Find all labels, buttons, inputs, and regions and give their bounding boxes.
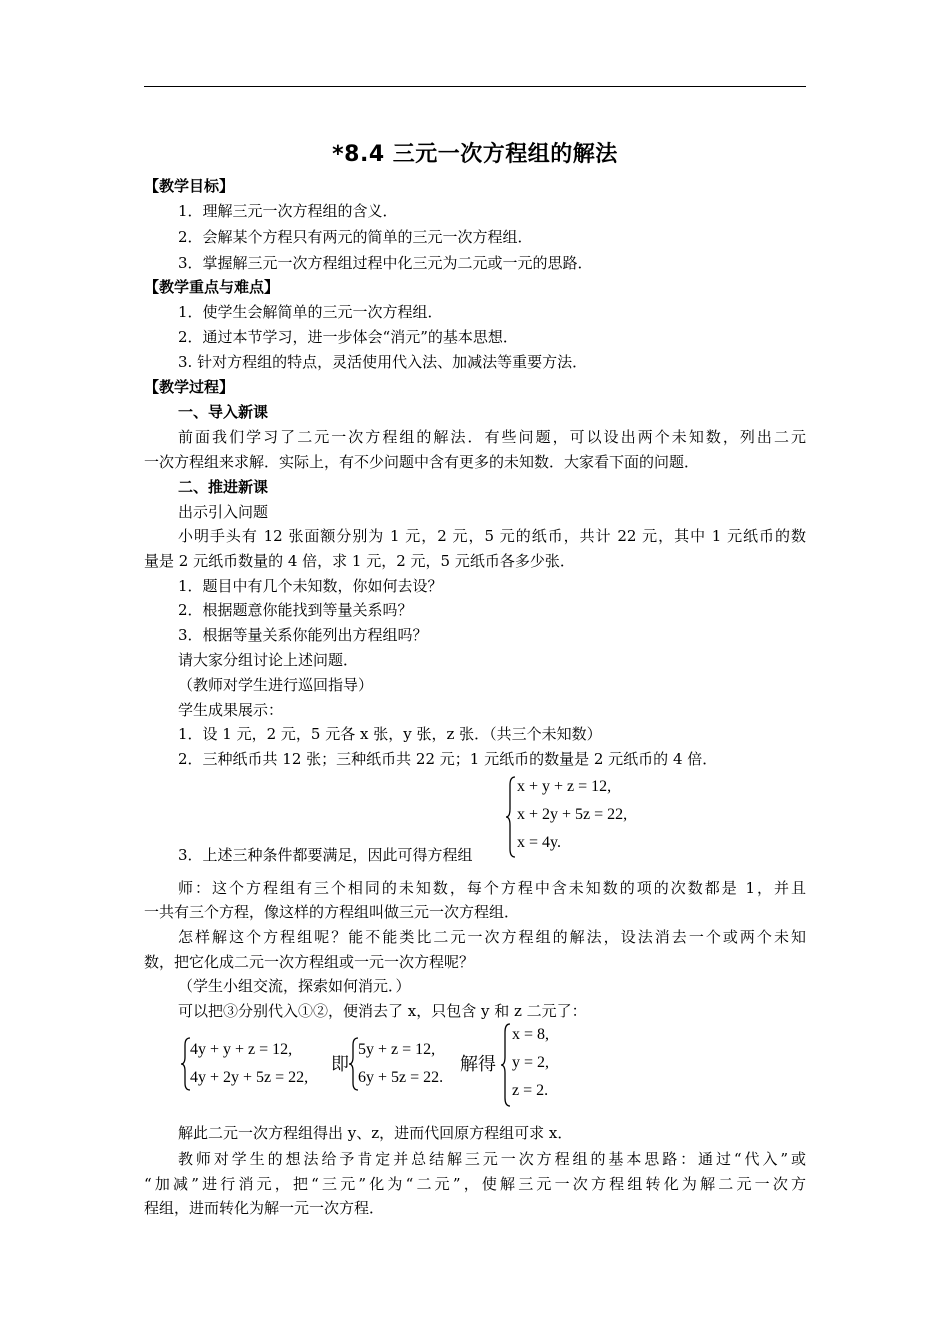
result-1: 1．设 1 元，2 元，5 元各 x 张，y 张，z 张．（共三个未知数）	[178, 725, 602, 743]
question-2: 2．根据题意你能找到等量关系吗？	[178, 601, 413, 619]
substitute-line: 可以把③分别代入①②，便消去了 x，只包含 y 和 z 二元了：	[178, 1002, 587, 1020]
result-label: 学生成果展示：	[178, 701, 284, 719]
system4	[512, 1021, 549, 1105]
system1-eq-3: x = 4y.	[517, 834, 561, 851]
system2-eq-1: 4y + y + z = 12,	[190, 1041, 293, 1058]
summary-line-2: “加减”进行消元，把“三元”化为“二元”，使解三元一次方程组转化为解二元一次方	[144, 1175, 806, 1193]
part2-heading: 二、推进新课	[178, 478, 269, 496]
problem-intro: 出示引入问题	[178, 503, 269, 521]
system2-eq-2: 4y + 2y + 5z = 22,	[190, 1069, 309, 1086]
system1	[517, 773, 627, 857]
how-line-2: 数，把它化成二元一次方程组或一元一次方程呢？	[144, 953, 475, 971]
system1-brace	[505, 775, 517, 859]
solve-line: 解此二元一次方程组得出 y、z，进而代回原方程组可求 x．	[178, 1124, 573, 1142]
jiede-label: 解得	[460, 1054, 496, 1075]
page-title: *8.4 三元一次方程组的解法	[332, 142, 618, 167]
part1-heading: 一、导入新课	[178, 403, 269, 421]
key-item-1: 1．使学生会解简单的三元一次方程组．	[178, 303, 443, 321]
header-rule	[144, 86, 806, 87]
result-3: 3．上述三种条件都要满足，因此可得方程组	[178, 846, 473, 864]
summary-line-3: 程组，进而转化为解一元一次方程．	[144, 1199, 385, 1217]
part1-line-2: 一次方程组来求解．实际上，有不少问题中含有更多的未知数．大家看下面的问题．	[144, 453, 700, 471]
ji-label: 即	[331, 1054, 349, 1075]
system4-eq-1: x = 8,	[512, 1026, 550, 1043]
result-2: 2．三种纸币共 12 张；三种纸币共 22 元；1 元纸币的数量是 2 元纸币的 4 倍．	[178, 750, 718, 768]
system2	[190, 1036, 308, 1092]
goal-item-2: 2．会解某个方程只有两元的简单的三元一次方程组．	[178, 228, 533, 246]
system3-eq-2: 6y + 5z = 22.	[358, 1069, 444, 1086]
system1-eq-2: x + 2y + 5z = 22,	[517, 806, 628, 823]
problem-line-2: 量是 2 元纸币数量的 4 倍，求 1 元，2 元，5 元纸币各多少张．	[144, 552, 575, 570]
question-3: 3．根据等量关系你能列出方程组吗？	[178, 626, 428, 644]
key-item-2: 2．通过本节学习，进一步体会“消元”的基本思想．	[178, 328, 518, 346]
goals-heading: 【教学目标】	[144, 177, 235, 195]
goal-item-3: 3．掌握解三元一次方程组过程中化三元为二元或一元的思路．	[178, 254, 593, 272]
question-1: 1．题目中有几个未知数，你如何去设？	[178, 577, 443, 595]
system3	[358, 1036, 443, 1092]
discuss-line: 请大家分组讨论上述问题．	[178, 651, 359, 669]
key-item-3: 3. 针对方程组的特点，灵活使用代入法、加减法等重要方法．	[178, 353, 588, 371]
system1-eq-1: x + y + z = 12,	[517, 778, 612, 795]
keys-heading: 【教学重点与难点】	[144, 278, 280, 296]
how-line-1: 怎样解这个方程组呢？能不能类比二元一次方程组的解法，设法消去一个或两个未知	[178, 928, 806, 946]
part1-line-1: 前面我们学习了二元一次方程组的解法．有些问题，可以设出两个未知数，列出二元	[178, 428, 806, 446]
group-note: （学生小组交流，探索如何消元．）	[178, 977, 411, 995]
problem-line-1: 小明手头有 12 张面额分别为 1 元，2 元，5 元的纸币，共计 22 元，其中 1 元纸币的数	[178, 527, 806, 545]
teacher-line-2: 一共有三个方程，像这样的方程组叫做三元一次方程组．	[144, 903, 520, 921]
system4-eq-2: y = 2,	[512, 1054, 550, 1071]
system3-eq-1: 5y + z = 12,	[358, 1041, 436, 1058]
teacher-line-1: 师：这个方程组有三个相同的未知数，每个方程中含未知数的项的次数都是 1，并且	[178, 879, 806, 897]
system4-brace	[500, 1022, 512, 1108]
goal-item-1: 1．理解三元一次方程组的含义．	[178, 202, 398, 220]
teacher-note: （教师对学生进行巡回指导）	[178, 676, 374, 694]
process-heading: 【教学过程】	[144, 378, 235, 396]
summary-line-1: 教师对学生的想法给予肯定并总结解三元一次方程组的基本思路：通过“代入”或	[178, 1150, 806, 1168]
system4-eq-3: z = 2.	[512, 1082, 549, 1099]
